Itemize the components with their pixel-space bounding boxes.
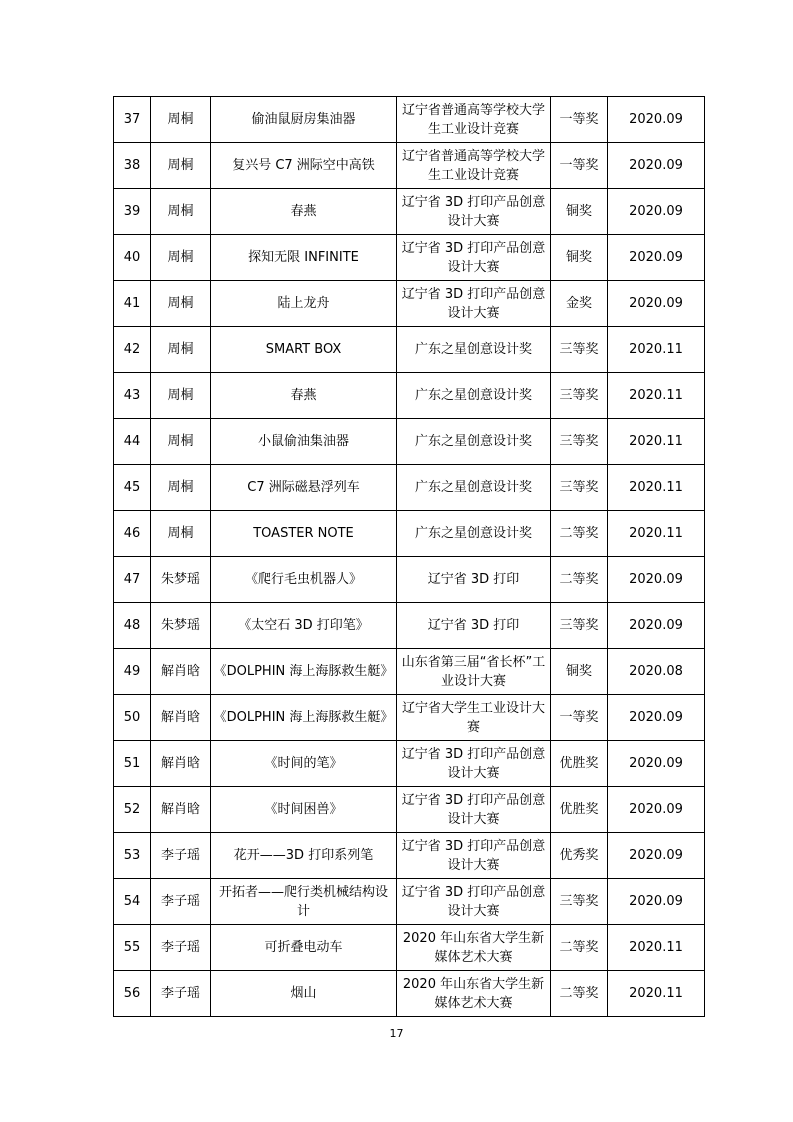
award-date-cell: 2020.09 [608,281,705,327]
table-row [114,603,705,649]
award-level-cell: 三等奖 [551,419,608,465]
student-name-cell: 周桐 [151,97,211,143]
work-title-cell: SMART BOX [211,327,397,373]
work-title-cell: 复兴号 C7 洲际空中高铁 [211,143,397,189]
award-date-cell: 2020.09 [608,189,705,235]
award-date-cell: 2020.11 [608,373,705,419]
work-title-cell: 花开——3D 打印系列笔 [211,833,397,879]
award-date-cell: 2020.11 [608,419,705,465]
award-date-cell: 2020.09 [608,695,705,741]
competition-cell: 辽宁省大学生工业设计大赛 [397,695,551,741]
table-row [114,281,705,327]
work-title-cell: 烟山 [211,971,397,1017]
award-level-cell: 三等奖 [551,327,608,373]
award-date-cell: 2020.09 [608,741,705,787]
award-level-cell: 三等奖 [551,465,608,511]
row-number-cell: 52 [114,787,151,833]
awards-table-body [114,97,705,1017]
student-name-cell: 李子瑶 [151,971,211,1017]
award-date-cell: 2020.09 [608,235,705,281]
competition-cell: 辽宁省 3D 打印产品创意设计大赛 [397,787,551,833]
student-name-cell: 周桐 [151,419,211,465]
student-name-cell: 周桐 [151,373,211,419]
work-title-cell: 陆上龙舟 [211,281,397,327]
work-title-cell: 春燕 [211,373,397,419]
award-level-cell: 一等奖 [551,143,608,189]
competition-cell: 辽宁省 3D 打印产品创意设计大赛 [397,189,551,235]
award-date-cell: 2020.09 [608,879,705,925]
student-name-cell: 朱梦瑶 [151,557,211,603]
table-row [114,557,705,603]
competition-cell: 辽宁省 3D 打印产品创意设计大赛 [397,833,551,879]
award-date-cell: 2020.09 [608,97,705,143]
table-row [114,143,705,189]
table-row [114,787,705,833]
student-name-cell: 周桐 [151,327,211,373]
row-number-cell: 43 [114,373,151,419]
competition-cell: 辽宁省 3D 打印产品创意设计大赛 [397,235,551,281]
work-title-cell: C7 洲际磁悬浮列车 [211,465,397,511]
student-name-cell: 周桐 [151,281,211,327]
work-title-cell: 《太空石 3D 打印笔》 [211,603,397,649]
competition-cell: 辽宁省 3D 打印 [397,557,551,603]
competition-cell: 2020 年山东省大学生新媒体艺术大赛 [397,971,551,1017]
award-date-cell: 2020.09 [608,787,705,833]
table-row [114,511,705,557]
award-level-cell: 优胜奖 [551,741,608,787]
award-level-cell: 三等奖 [551,879,608,925]
award-level-cell: 铜奖 [551,235,608,281]
row-number-cell: 48 [114,603,151,649]
competition-cell: 辽宁省 3D 打印 [397,603,551,649]
table-row [114,649,705,695]
competition-cell: 辽宁省普通高等学校大学生工业设计竞赛 [397,143,551,189]
work-title-cell: 可折叠电动车 [211,925,397,971]
work-title-cell: 偷油鼠厨房集油器 [211,97,397,143]
table-row [114,327,705,373]
competition-cell: 广东之星创意设计奖 [397,373,551,419]
awards-table [113,96,705,1017]
work-title-cell: 探知无限 INFINITE [211,235,397,281]
row-number-cell: 56 [114,971,151,1017]
row-number-cell: 55 [114,925,151,971]
award-level-cell: 优胜奖 [551,787,608,833]
student-name-cell: 解肖晗 [151,649,211,695]
row-number-cell: 53 [114,833,151,879]
award-date-cell: 2020.09 [608,603,705,649]
work-title-cell: 开拓者——爬行类机械结构设计 [211,879,397,925]
student-name-cell: 李子瑶 [151,833,211,879]
work-title-cell: TOASTER NOTE [211,511,397,557]
row-number-cell: 47 [114,557,151,603]
competition-cell: 辽宁省 3D 打印产品创意设计大赛 [397,741,551,787]
work-title-cell: 春燕 [211,189,397,235]
competition-cell: 山东省第三届“省长杯”工业设计大赛 [397,649,551,695]
row-number-cell: 42 [114,327,151,373]
row-number-cell: 49 [114,649,151,695]
award-level-cell: 一等奖 [551,695,608,741]
award-date-cell: 2020.09 [608,143,705,189]
row-number-cell: 54 [114,879,151,925]
award-date-cell: 2020.11 [608,511,705,557]
student-name-cell: 周桐 [151,511,211,557]
award-level-cell: 二等奖 [551,511,608,557]
award-date-cell: 2020.11 [608,465,705,511]
competition-cell: 广东之星创意设计奖 [397,419,551,465]
award-date-cell: 2020.08 [608,649,705,695]
award-level-cell: 铜奖 [551,189,608,235]
table-row [114,373,705,419]
competition-cell: 广东之星创意设计奖 [397,327,551,373]
row-number-cell: 38 [114,143,151,189]
student-name-cell: 解肖晗 [151,695,211,741]
student-name-cell: 李子瑶 [151,925,211,971]
table-row [114,741,705,787]
award-date-cell: 2020.09 [608,557,705,603]
award-level-cell: 三等奖 [551,603,608,649]
competition-cell: 2020 年山东省大学生新媒体艺术大赛 [397,925,551,971]
award-level-cell: 三等奖 [551,373,608,419]
award-level-cell: 二等奖 [551,925,608,971]
student-name-cell: 解肖晗 [151,741,211,787]
work-title-cell: 《爬行毛虫机器人》 [211,557,397,603]
table-row [114,879,705,925]
row-number-cell: 46 [114,511,151,557]
competition-cell: 广东之星创意设计奖 [397,511,551,557]
student-name-cell: 周桐 [151,235,211,281]
award-date-cell: 2020.09 [608,833,705,879]
work-title-cell: 《DOLPHIN 海上海豚救生艇》 [211,649,397,695]
table-row [114,189,705,235]
row-number-cell: 51 [114,741,151,787]
page-number: 17 [389,1027,404,1040]
student-name-cell: 李子瑶 [151,879,211,925]
work-title-cell: 小鼠偷油集油器 [211,419,397,465]
award-date-cell: 2020.11 [608,925,705,971]
table-row [114,465,705,511]
award-level-cell: 优秀奖 [551,833,608,879]
award-level-cell: 铜奖 [551,649,608,695]
student-name-cell: 周桐 [151,465,211,511]
table-row [114,925,705,971]
student-name-cell: 周桐 [151,189,211,235]
row-number-cell: 44 [114,419,151,465]
work-title-cell: 《DOLPHIN 海上海豚救生艇》 [211,695,397,741]
award-level-cell: 二等奖 [551,557,608,603]
competition-cell: 辽宁省 3D 打印产品创意设计大赛 [397,281,551,327]
student-name-cell: 朱梦瑶 [151,603,211,649]
row-number-cell: 41 [114,281,151,327]
row-number-cell: 40 [114,235,151,281]
table-row [114,419,705,465]
award-date-cell: 2020.11 [608,971,705,1017]
work-title-cell: 《时间困兽》 [211,787,397,833]
award-level-cell: 一等奖 [551,97,608,143]
row-number-cell: 37 [114,97,151,143]
table-row [114,235,705,281]
award-level-cell: 金奖 [551,281,608,327]
work-title-cell: 《时间的笔》 [211,741,397,787]
student-name-cell: 周桐 [151,143,211,189]
table-row [114,971,705,1017]
student-name-cell: 解肖晗 [151,787,211,833]
award-level-cell: 二等奖 [551,971,608,1017]
table-row [114,695,705,741]
competition-cell: 辽宁省普通高等学校大学生工业设计竞赛 [397,97,551,143]
competition-cell: 广东之星创意设计奖 [397,465,551,511]
table-row [114,833,705,879]
row-number-cell: 45 [114,465,151,511]
award-date-cell: 2020.11 [608,327,705,373]
row-number-cell: 39 [114,189,151,235]
table-row [114,97,705,143]
competition-cell: 辽宁省 3D 打印产品创意设计大赛 [397,879,551,925]
row-number-cell: 50 [114,695,151,741]
